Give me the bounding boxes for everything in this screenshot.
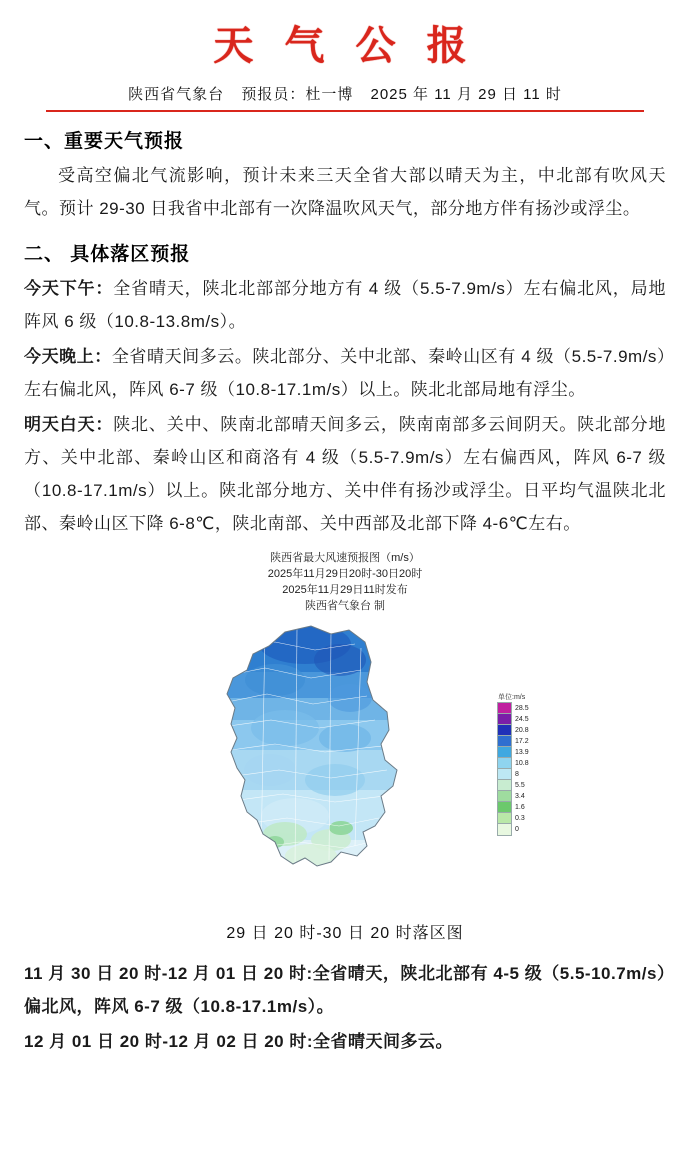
forecast-item-today-afternoon (24, 272, 666, 338)
wind-speed-forecast-figure (24, 550, 666, 943)
forecast-item-tonight (24, 340, 666, 406)
legend-swatch (497, 823, 512, 836)
map-svg (135, 620, 555, 910)
section-heading-2: 二、 具体落区预报 (24, 244, 191, 265)
forecast-label: 今天下午： (24, 279, 114, 298)
map-fill-layer (215, 620, 415, 910)
issuing-office: 陕西省气象台 (128, 86, 225, 103)
figure-header-line-2: 2025年11月29日20时-30日20时 (267, 568, 423, 580)
figure-header-line-4: 陕西省气象台 制 (304, 600, 386, 612)
extended-forecast-list (24, 957, 666, 1058)
forecast-item-nov30-dec01 (24, 957, 666, 1023)
section-heading-1: 一、重要天气预报 (24, 131, 185, 152)
forecast-text: 陕北、关中、陕南北部晴天间多云，陕南南部多云间阴天。陕北部分地方、关中北部、秦岭山区和商洛有 4 级（5.5-7.9m/s）左右偏西风，阵风 6-7 级（10.8-17.1m/s）以上。陕北部分地方、关中伴有扬沙或浮尘。日平均气温陕北北部、秦岭山区下降 6-8℃，陕北南部、关中西部及北部下降 4-6℃左右。 (24, 415, 667, 533)
section-1-paragraph: 受高空偏北气流影响，预计未来三天全省大部以晴天为主，中北部有吹风天气。预计 29-30 日我省中北部有一次降温吹风天气，部分地方伴有扬沙或浮尘。 (24, 166, 666, 218)
legend-value: 24.5 (515, 716, 529, 723)
legend-value: 13.9 (515, 749, 529, 756)
legend-value: 8 (515, 771, 519, 778)
forecast-label: 12 月 01 日 20 时-12 月 02 日 20 时: (24, 1032, 314, 1051)
figure-header-line-1: 陕西省最大风速预报图（m/s） (270, 552, 420, 564)
forecast-text: 全省晴天间多云。 (313, 1032, 454, 1051)
legend-value: 0 (515, 826, 519, 833)
legend-value: 28.5 (515, 705, 529, 712)
document-body (24, 126, 666, 1058)
legend-value: 5.5 (515, 782, 525, 789)
legend-value: 10.8 (515, 760, 529, 767)
forecast-item-tomorrow-daytime (24, 408, 666, 540)
forecast-text: 全省晴天，陕北北部有 4-5 级（5.5-10.7m/s）偏北风，阵风 6-7 级（10.8-17.1m/s）。 (24, 964, 666, 1016)
forecast-label: 今天晚上： (24, 347, 112, 366)
shaanxi-map (135, 620, 555, 910)
legend-value: 3.4 (515, 793, 525, 800)
forecast-item-dec01-dec02 (24, 1025, 666, 1058)
legend-title: 单位:m/s (498, 694, 526, 701)
map-legend (497, 692, 541, 835)
issue-datetime: 2025 年 11 月 29 日 11 时 (370, 86, 562, 103)
legend-item (497, 824, 541, 835)
forecaster: 预报员：杜一博 (241, 86, 354, 103)
byline (46, 83, 644, 112)
forecast-label: 11 月 30 日 20 时-12 月 01 日 20 时: (24, 964, 313, 983)
forecast-text: 全省晴天间多云。陕北部分、关中北部、秦岭山区有 4 级（5.5-7.9m/s）左右偏北风，阵风 6-7 级（10.8-17.1m/s）以上。陕北北部局地有浮尘。 (24, 347, 667, 399)
forecast-label: 明天白天： (24, 415, 114, 434)
page-title: 天 气 公 报 (213, 24, 477, 68)
legend-value: 1.6 (515, 804, 525, 811)
figure-caption: 29 日 20 时-30 日 20 时落区图 (226, 925, 464, 942)
forecast-text: 全省晴天，陕北北部部分地方有 4 级（5.5-7.9m/s）左右偏北风，局地阵风 6 级（10.8-13.8m/s）。 (24, 279, 666, 331)
legend-value: 17.2 (515, 738, 529, 745)
legend-value: 0.3 (515, 815, 525, 822)
legend-value: 20.8 (515, 727, 529, 734)
figure-header-line-3: 2025年11月29日11时发布 (282, 584, 408, 596)
byline-line (46, 83, 644, 104)
